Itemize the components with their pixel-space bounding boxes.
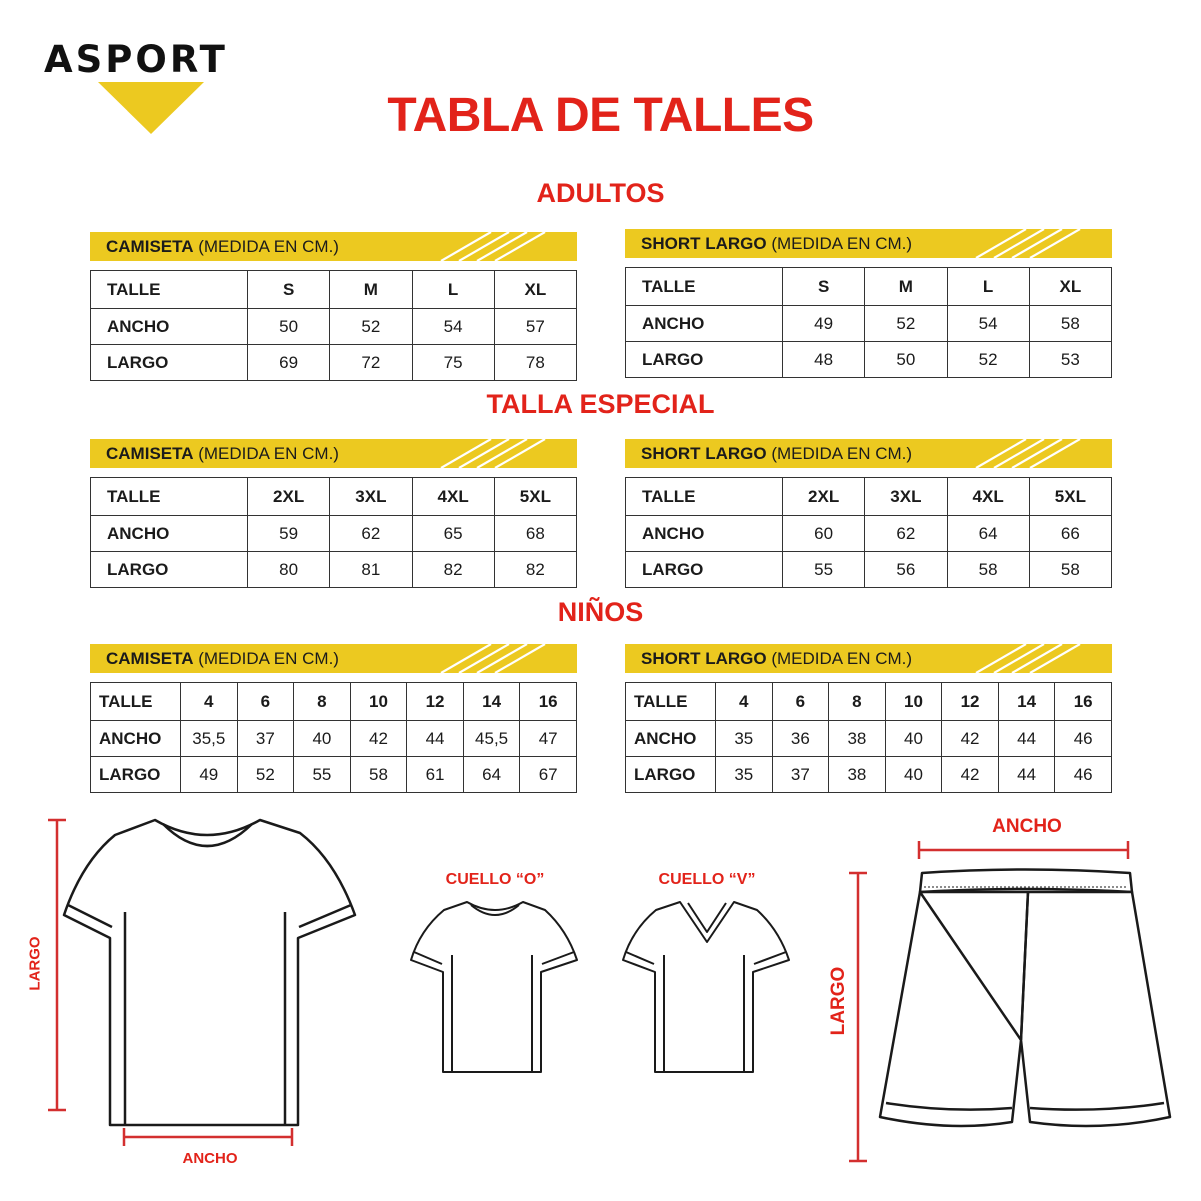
table-cell: 82: [494, 552, 576, 588]
table-cell: 52: [865, 306, 947, 342]
row-label: LARGO: [626, 552, 783, 588]
column-header: TALLE: [626, 478, 783, 516]
column-header: 8: [829, 683, 886, 721]
shorts-height-line: [849, 873, 867, 1161]
table-cell: 61: [407, 757, 464, 793]
table-cell: 82: [412, 552, 494, 588]
table-unit-note: (MEDIDA EN CM.): [193, 237, 339, 256]
table-cell: 58: [1029, 552, 1111, 588]
row-label: LARGO: [626, 757, 716, 793]
table-cell: 42: [942, 721, 999, 757]
column-header: 4: [716, 683, 773, 721]
table-cell: 40: [294, 721, 351, 757]
column-header: 4XL: [947, 478, 1029, 516]
table-cell: 55: [783, 552, 865, 588]
table-cell: 44: [998, 721, 1055, 757]
table-cell: 54: [412, 309, 494, 345]
shorts-width-label: ANCHO: [992, 816, 1062, 837]
table-cell: 58: [1029, 306, 1111, 342]
shirt-v-neck-icon: [623, 902, 789, 1072]
column-header: 4XL: [412, 478, 494, 516]
row-label: ANCHO: [91, 516, 248, 552]
table-cell: 37: [772, 757, 829, 793]
column-header: S: [783, 268, 865, 306]
shorts-icon: [880, 870, 1170, 1127]
table-unit-note: (MEDIDA EN CM.): [193, 649, 339, 668]
column-header: 4: [181, 683, 238, 721]
column-header: TALLE: [626, 268, 783, 306]
table-garment-name: SHORT LARGO: [641, 444, 767, 463]
column-header: 3XL: [865, 478, 947, 516]
table-garment-name: SHORT LARGO: [641, 234, 767, 253]
table-cell: 47: [520, 721, 577, 757]
large-shirt-icon: [64, 820, 355, 1125]
table-cell: 48: [783, 342, 865, 378]
column-header: M: [865, 268, 947, 306]
shirt-height-label: LARGO: [26, 936, 44, 991]
column-header: 6: [237, 683, 294, 721]
column-header: XL: [1029, 268, 1111, 306]
column-header: 5XL: [494, 478, 576, 516]
table-cell: 72: [330, 345, 412, 381]
column-header: 12: [942, 683, 999, 721]
shirt-width-label: ANCHO: [182, 1150, 238, 1167]
table-cell: 59: [248, 516, 330, 552]
table-cell: 58: [947, 552, 1029, 588]
table-cell: 62: [330, 516, 412, 552]
table-cell: 80: [248, 552, 330, 588]
table-cell: 56: [865, 552, 947, 588]
section-title-talla-especial: TALLA ESPECIAL: [486, 389, 715, 419]
row-label: LARGO: [626, 342, 783, 378]
shirt-o-neck-icon: [411, 902, 577, 1072]
table-cell: 44: [407, 721, 464, 757]
row-label: LARGO: [91, 757, 181, 793]
table-cell: 54: [947, 306, 1029, 342]
table-unit-note: (MEDIDA EN CM.): [193, 444, 339, 463]
table-cell: 44: [998, 757, 1055, 793]
brand-logo: ASPORT: [44, 38, 228, 81]
shirt-width-line: [124, 1128, 292, 1146]
column-header: 16: [520, 683, 577, 721]
table-cell: 49: [783, 306, 865, 342]
column-header: 6: [772, 683, 829, 721]
table-garment-name: CAMISETA: [106, 649, 194, 668]
table-cell: 45,5: [463, 721, 520, 757]
column-header: 12: [407, 683, 464, 721]
table-cell: 65: [412, 516, 494, 552]
table-garment-name: CAMISETA: [106, 444, 194, 463]
column-header: L: [412, 271, 494, 309]
row-label: ANCHO: [91, 721, 181, 757]
table-cell: 67: [520, 757, 577, 793]
shirt-height-line: [48, 820, 66, 1110]
table-garment-name: CAMISETA: [106, 237, 194, 256]
table-cell: 68: [494, 516, 576, 552]
table-cell: 38: [829, 757, 886, 793]
row-label: LARGO: [91, 552, 248, 588]
table-cell: 50: [248, 309, 330, 345]
column-header: 16: [1055, 683, 1112, 721]
table-cell: 42: [350, 721, 407, 757]
table-cell: 53: [1029, 342, 1111, 378]
row-label: ANCHO: [91, 309, 248, 345]
table-cell: 40: [885, 721, 942, 757]
table-unit-note: (MEDIDA EN CM.): [766, 649, 913, 668]
section-title-ninos: NIÑOS: [557, 597, 644, 627]
table-cell: 36: [772, 721, 829, 757]
column-header: 14: [463, 683, 520, 721]
table-cell: 42: [942, 757, 999, 793]
table-unit-note: (MEDIDA EN CM.): [766, 444, 913, 463]
column-header: 8: [294, 683, 351, 721]
table-cell: 49: [181, 757, 238, 793]
table-cell: 69: [248, 345, 330, 381]
column-header: TALLE: [626, 683, 716, 721]
column-header: L: [947, 268, 1029, 306]
neck-v-label: CUELLO “V”: [658, 871, 756, 888]
column-header: TALLE: [91, 478, 248, 516]
table-cell: 66: [1029, 516, 1111, 552]
row-label: ANCHO: [626, 721, 716, 757]
column-header: 3XL: [330, 478, 412, 516]
shorts-height-label: LARGO: [828, 966, 849, 1036]
table-cell: 35: [716, 757, 773, 793]
column-header: TALLE: [91, 683, 181, 721]
row-label: LARGO: [91, 345, 248, 381]
column-header: 2XL: [248, 478, 330, 516]
column-header: TALLE: [91, 271, 248, 309]
column-header: XL: [494, 271, 576, 309]
table-cell: 64: [947, 516, 1029, 552]
section-title-adultos: ADULTOS: [536, 178, 665, 208]
table-cell: 62: [865, 516, 947, 552]
column-header: 10: [350, 683, 407, 721]
table-cell: 37: [237, 721, 294, 757]
page-title: TABLA DE TALLES: [387, 89, 814, 142]
table-cell: 50: [865, 342, 947, 378]
row-label: ANCHO: [626, 306, 783, 342]
table-cell: 64: [463, 757, 520, 793]
table-cell: 55: [294, 757, 351, 793]
table-cell: 52: [330, 309, 412, 345]
table-cell: 75: [412, 345, 494, 381]
table-cell: 35,5: [181, 721, 238, 757]
table-cell: 52: [947, 342, 1029, 378]
table-cell: 58: [350, 757, 407, 793]
table-cell: 52: [237, 757, 294, 793]
neck-o-label: CUELLO “O”: [445, 871, 545, 888]
table-cell: 78: [494, 345, 576, 381]
table-cell: 60: [783, 516, 865, 552]
table-cell: 46: [1055, 757, 1112, 793]
column-header: S: [248, 271, 330, 309]
table-cell: 46: [1055, 721, 1112, 757]
table-cell: 40: [885, 757, 942, 793]
table-cell: 57: [494, 309, 576, 345]
column-header: 14: [998, 683, 1055, 721]
table-cell: 35: [716, 721, 773, 757]
column-header: 2XL: [783, 478, 865, 516]
row-label: ANCHO: [626, 516, 783, 552]
table-cell: 81: [330, 552, 412, 588]
column-header: 10: [885, 683, 942, 721]
table-garment-name: SHORT LARGO: [641, 649, 767, 668]
table-unit-note: (MEDIDA EN CM.): [766, 234, 913, 253]
column-header: 5XL: [1029, 478, 1111, 516]
column-header: M: [330, 271, 412, 309]
table-cell: 38: [829, 721, 886, 757]
shorts-width-line: [919, 841, 1128, 859]
